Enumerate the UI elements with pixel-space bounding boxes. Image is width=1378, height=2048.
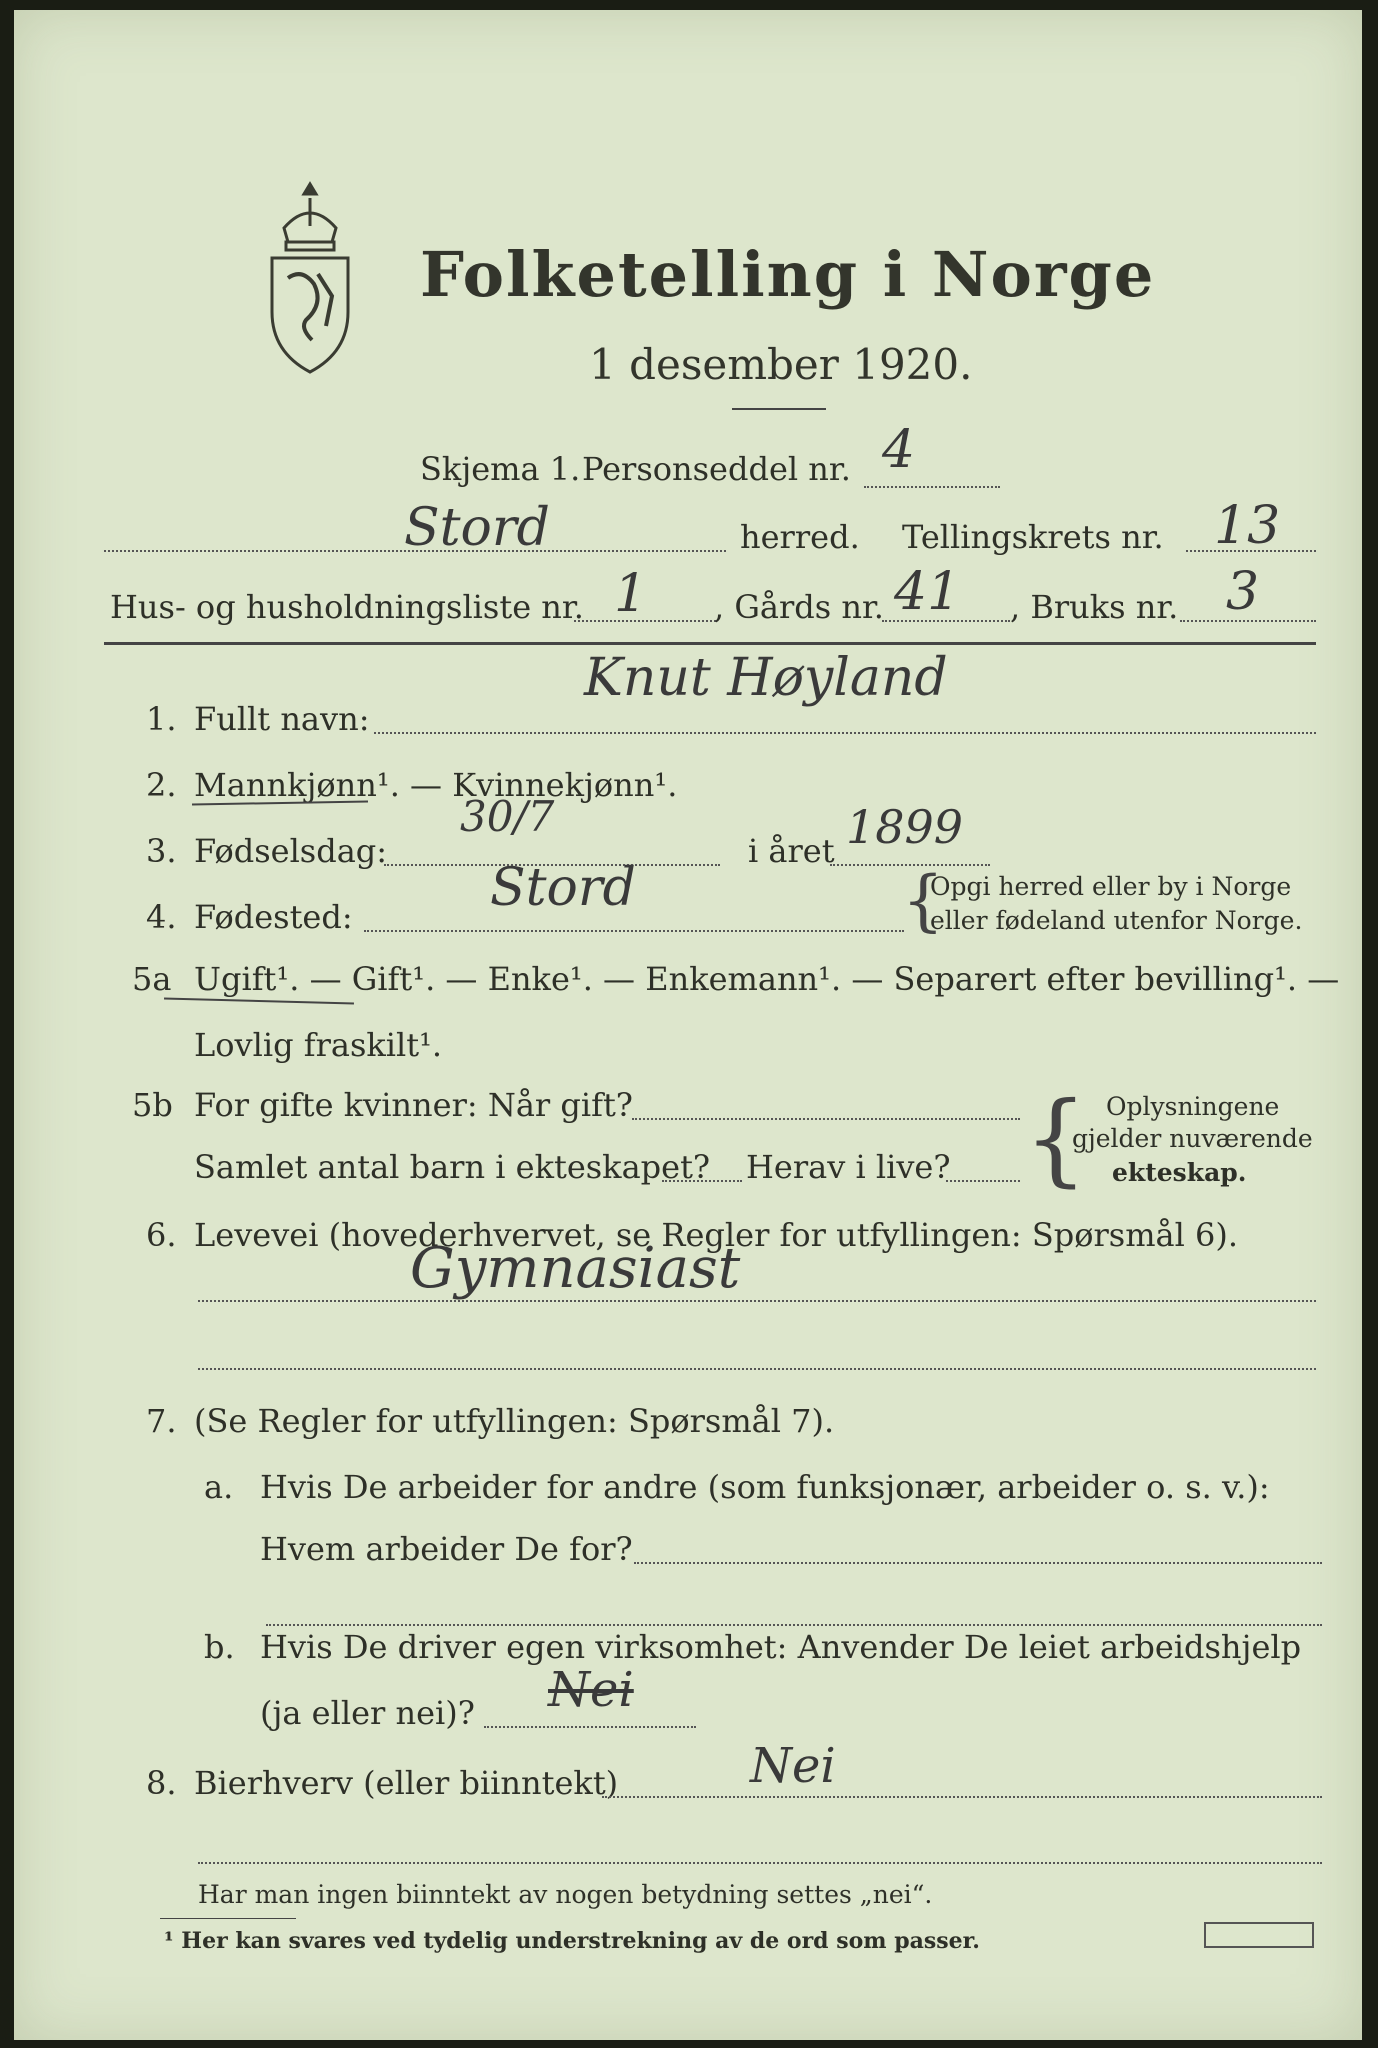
norwegian-coat-of-arms-icon — [262, 178, 358, 378]
q5b-number: 5b — [132, 1086, 173, 1124]
tellingskrets-value: 13 — [1214, 496, 1281, 556]
q3-number: 3. — [146, 832, 177, 870]
gards-value: 41 — [894, 562, 961, 622]
printer-stamp — [1204, 1922, 1314, 1948]
q4-label: Fødested: — [194, 898, 353, 936]
occupation-value: Gymnasiast — [410, 1236, 741, 1301]
hus-value: 1 — [614, 564, 648, 624]
q5a-line1: Ugift¹. — Gift¹. — Enke¹. — Enkemann¹. — Separert efter bevilling¹. — — [194, 960, 1340, 998]
q5a-number: 5a — [132, 960, 172, 998]
side-income-value: Nei — [750, 1738, 836, 1794]
q7b-line2: (ja eller nei)? — [260, 1694, 475, 1732]
q7-number: 7. — [146, 1402, 177, 1440]
personseddel-label: Personseddel nr. — [582, 450, 851, 488]
q2-number: 2. — [146, 766, 177, 804]
q7a-line2: Hvem arbeider De for? — [260, 1530, 633, 1568]
q4-note-line1: Opgi herred eller by i Norge — [930, 872, 1292, 901]
personseddel-value: 4 — [882, 420, 916, 480]
birthyear-value: 1899 — [846, 800, 964, 854]
birthdate-value: 30/7 — [460, 792, 555, 841]
bruks-value: 3 — [1226, 562, 1260, 622]
q4-note-line2: eller fødeland utenfor Norge. — [930, 906, 1303, 935]
q6-label: Levevei (hovederhvervet, se Regler for utfyllingen: Spørsmål 6). — [194, 1216, 1239, 1254]
gards-label: , Gårds nr. — [714, 588, 884, 626]
bruks-label: , Bruks nr. — [1010, 588, 1179, 626]
year-label: i året — [748, 832, 835, 870]
q5b-line1: For gifte kvinner: Når gift? — [194, 1086, 633, 1124]
title-divider — [732, 408, 826, 410]
footnote: ¹ Her kan svares ved tydelig understrekning av de ord som passer. — [164, 1928, 980, 1954]
form-title: Folketelling i Norge — [420, 238, 1156, 311]
skjema-label: Skjema 1. — [420, 450, 581, 488]
section-divider — [104, 642, 1316, 645]
census-form-page — [14, 10, 1362, 2040]
q8-number: 8. — [146, 1764, 177, 1802]
q7-label: (Se Regler for utfyllingen: Spørsmål 7). — [194, 1402, 835, 1440]
q5b-note2: gjelder nuværende — [1072, 1124, 1313, 1153]
q7b-line1: Hvis De driver egen virksomhet: Anvender De leiet arbeidshjelp — [260, 1628, 1302, 1666]
full-name-value: Knut Høyland — [584, 648, 948, 708]
q7a-letter: a. — [204, 1468, 234, 1506]
q5a-line2: Lovlig fraskilt¹. — [194, 1026, 443, 1064]
q5b-line2b: Herav i live? — [746, 1148, 951, 1186]
form-date: 1 desember 1920. — [589, 340, 973, 389]
q5b-note1: Oplysningene — [1106, 1092, 1280, 1121]
nei-note: Har man ingen biinntekt av nogen betydning settes „nei“. — [198, 1880, 933, 1909]
tellingskrets-label: Tellingskrets nr. — [902, 518, 1164, 556]
q4-number: 4. — [146, 898, 177, 936]
own-business-value: Nei — [548, 1662, 634, 1718]
q2-label: Mannkjønn¹. — Kvinnekjønn¹. — [194, 766, 678, 804]
q1-number: 1. — [146, 700, 177, 738]
q5b-brace: { — [1024, 1080, 1088, 1197]
ugift-underline — [164, 998, 354, 1005]
hus-label: Hus- og husholdningsliste nr. — [110, 588, 584, 626]
q3-label: Fødselsdag: — [194, 832, 388, 870]
herred-label: herred. — [740, 518, 860, 556]
birthplace-value: Stord — [490, 858, 636, 918]
herred-value: Stord — [404, 498, 550, 558]
q8-label: Bierhverv (eller biinntekt) — [194, 1764, 619, 1802]
q5b-line2a: Samlet antal barn i ekteskapet? — [194, 1148, 711, 1186]
q7b-letter: b. — [204, 1628, 235, 1666]
q4-brace: { — [902, 862, 944, 939]
q5b-note3: ekteskap. — [1112, 1158, 1247, 1187]
q1-label: Fullt navn: — [194, 700, 370, 738]
q7a-line1: Hvis De arbeider for andre (som funksjonær, arbeider o. s. v.): — [260, 1468, 1270, 1506]
q6-number: 6. — [146, 1216, 177, 1254]
